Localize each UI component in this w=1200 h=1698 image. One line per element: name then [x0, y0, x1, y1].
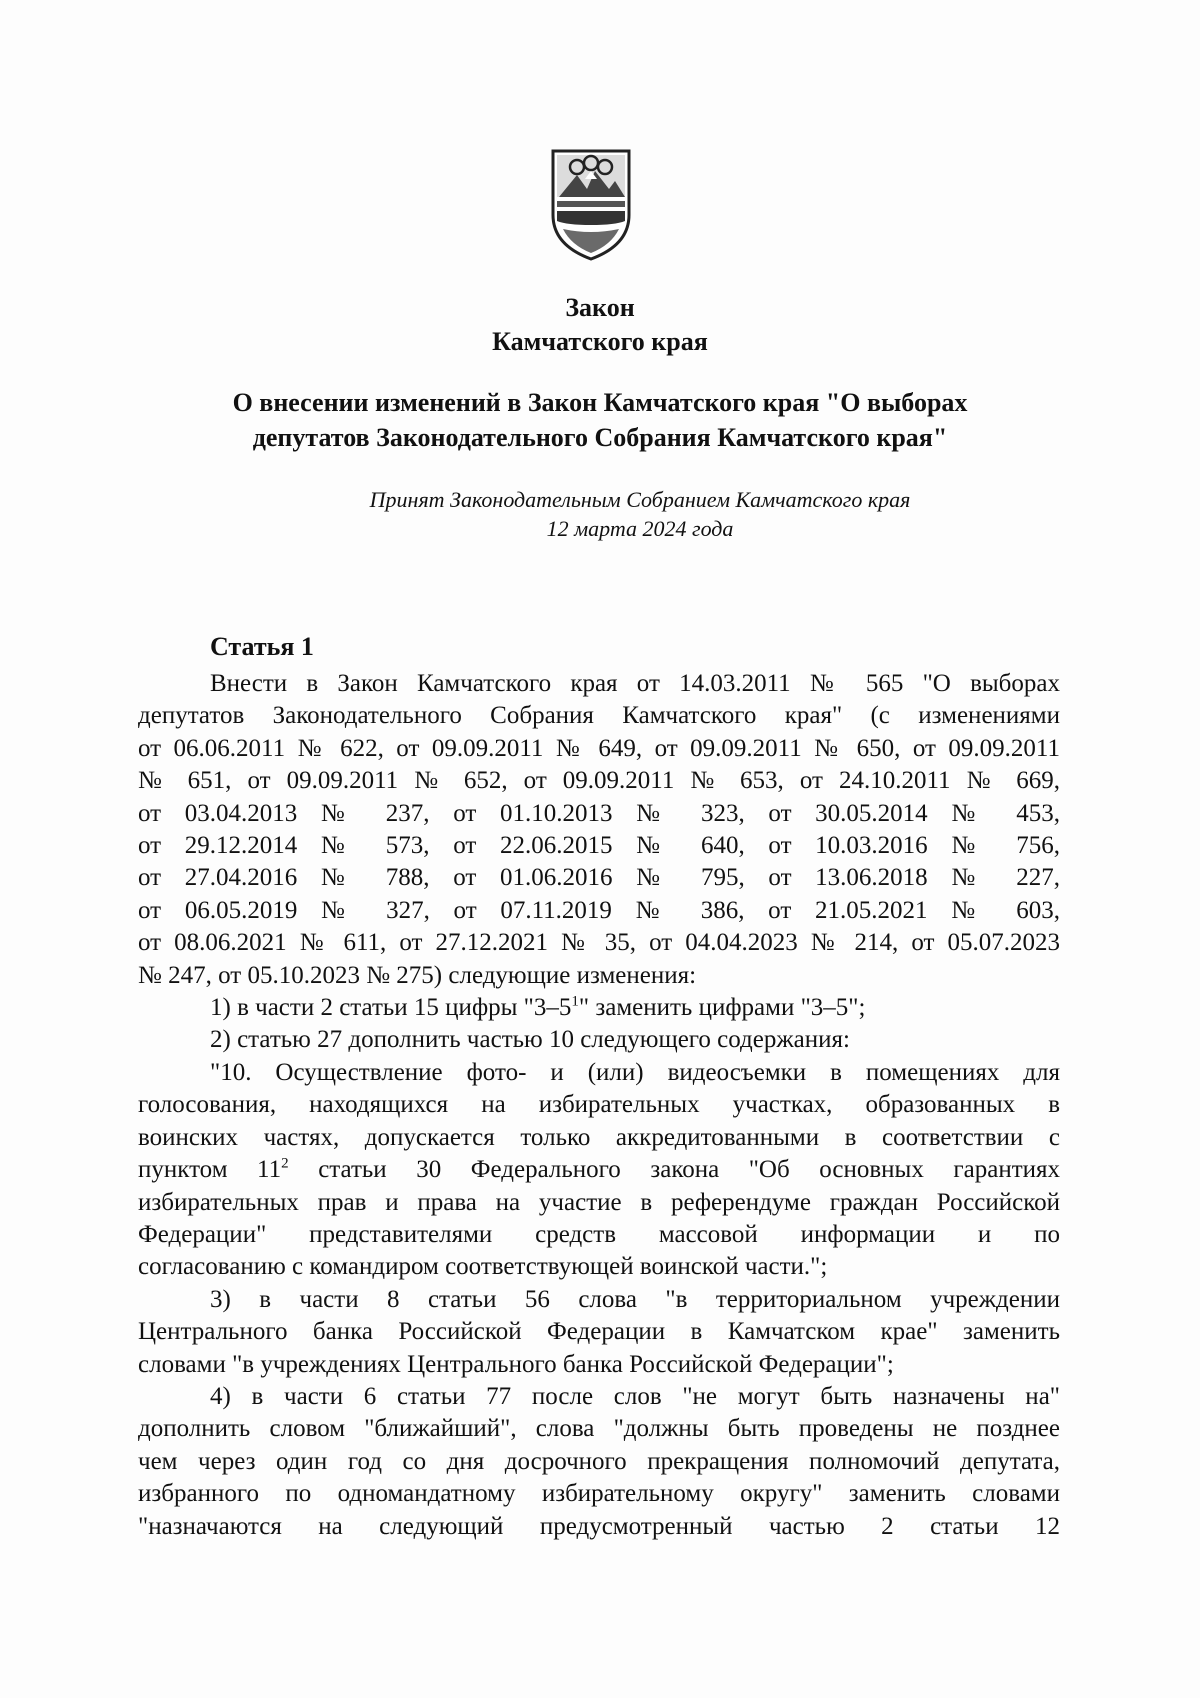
law-subtitle	[0, 385, 1200, 455]
item-3-line: Центрального банка Российской Федерации в Камчатском крае" заменить	[138, 1318, 1060, 1346]
law-title-line-1: Закон	[565, 293, 635, 322]
body-line: от 06.05.2019 № 327, от 07.11.2019 № 386, от 21.05.2021 № 603,	[138, 896, 1060, 924]
law-subtitle-line-1: О внесении изменений в Закон Камчатского края "О выборах	[232, 388, 968, 417]
item-4-line: "назначаются на следующий предусмотренный частью 2 статьи 12	[138, 1512, 1060, 1540]
article-body	[138, 668, 1060, 1543]
item-2: 2) статью 27 дополнить частью 10 следующего содержания:	[210, 1026, 850, 1054]
item-3-line: словами "в учреждениях Центрального банка Российской Федерации";	[138, 1350, 894, 1378]
item-4-line: дополнить словом "ближайший", слова "должны быть проведены не позднее	[138, 1415, 1060, 1443]
quote-line: согласованию с командиром соответствующей воинской части.";	[138, 1253, 828, 1281]
item-1: 1) в части 2 статьи 15 цифры "$3-5^1$" заменить цифрами "3–5";	[210, 993, 866, 1022]
adoption-note	[300, 485, 980, 543]
body-line: Внести в Закон Камчатского края от 14.03.2011 № 565 "О выборах	[210, 670, 1060, 697]
adoption-date: 12 марта 2024 года	[546, 516, 734, 541]
item-4-line: чем через один год со дня досрочного прекращения полномочий депутата,	[138, 1447, 1060, 1475]
law-title	[0, 291, 1200, 359]
quote-line: голосования, находящихся на избирательных участках, образованных в	[138, 1091, 1060, 1119]
quote-line: Федерации" представителями средств массовой информации и по	[138, 1220, 1060, 1248]
item-4-line: избранного по одномандатному избирательному округу" заменить словами	[138, 1480, 1060, 1508]
law-title-line-2: Камчатского края	[492, 327, 708, 356]
kamchatka-coat-of-arms-icon	[545, 145, 637, 263]
quote-line: воинских частях, допускается только аккредитованными в соответствии с	[138, 1123, 1060, 1151]
item-3-line: 3) в части 8 статьи 56 слова "в территориальном учреждении	[210, 1285, 1060, 1313]
article-title: Статья 1	[210, 632, 314, 661]
body-line: № 247, от 05.10.2023 № 275) следующие изменения:	[138, 961, 697, 989]
adoption-note-line-1: Принят Законодательным Собранием Камчатского края	[369, 487, 911, 512]
body-line: от 29.12.2014 № 573, от 22.06.2015 № 640, от 10.03.2016 № 756,	[138, 832, 1060, 860]
body-line: от 08.06.2021 № 611, от 27.12.2021 № 35, от 04.04.2023 № 214, от 05.07.2023	[138, 929, 1060, 957]
body-line: от 03.04.2013 № 237, от 01.10.2013 № 323, от 30.05.2014 № 453,	[138, 799, 1060, 827]
item-4-line: 4) в части 6 статьи 77 после слов "не могут быть назначены на"	[210, 1382, 1060, 1410]
quote-line: "10. Осуществление фото- и (или) видеосъемки в помещениях для	[210, 1058, 1060, 1086]
body-line: № 651, от 09.09.2011 № 652, от 09.09.2011 № 653, от 24.10.2011 № 669,	[138, 767, 1060, 795]
quote-line: пунктом $11^2$ статьи 30 Федерального закона "Об основных гарантиях	[138, 1155, 1060, 1184]
quote-line: избирательных прав и права на участие в референдуме граждан Российской	[138, 1188, 1060, 1216]
law-subtitle-line-2: депутатов Законодательного Собрания Камчатского края"	[252, 423, 948, 452]
body-line: от 27.04.2016 № 788, от 01.06.2016 № 795, от 13.06.2018 № 227,	[138, 864, 1060, 892]
body-line: депутатов Законодательного Собрания Камчатского края" (с изменениями	[138, 702, 1060, 730]
body-line: от 06.06.2011 № 622, от 09.09.2011 № 649, от 09.09.2011 № 650, от 09.09.2011	[138, 734, 1060, 762]
